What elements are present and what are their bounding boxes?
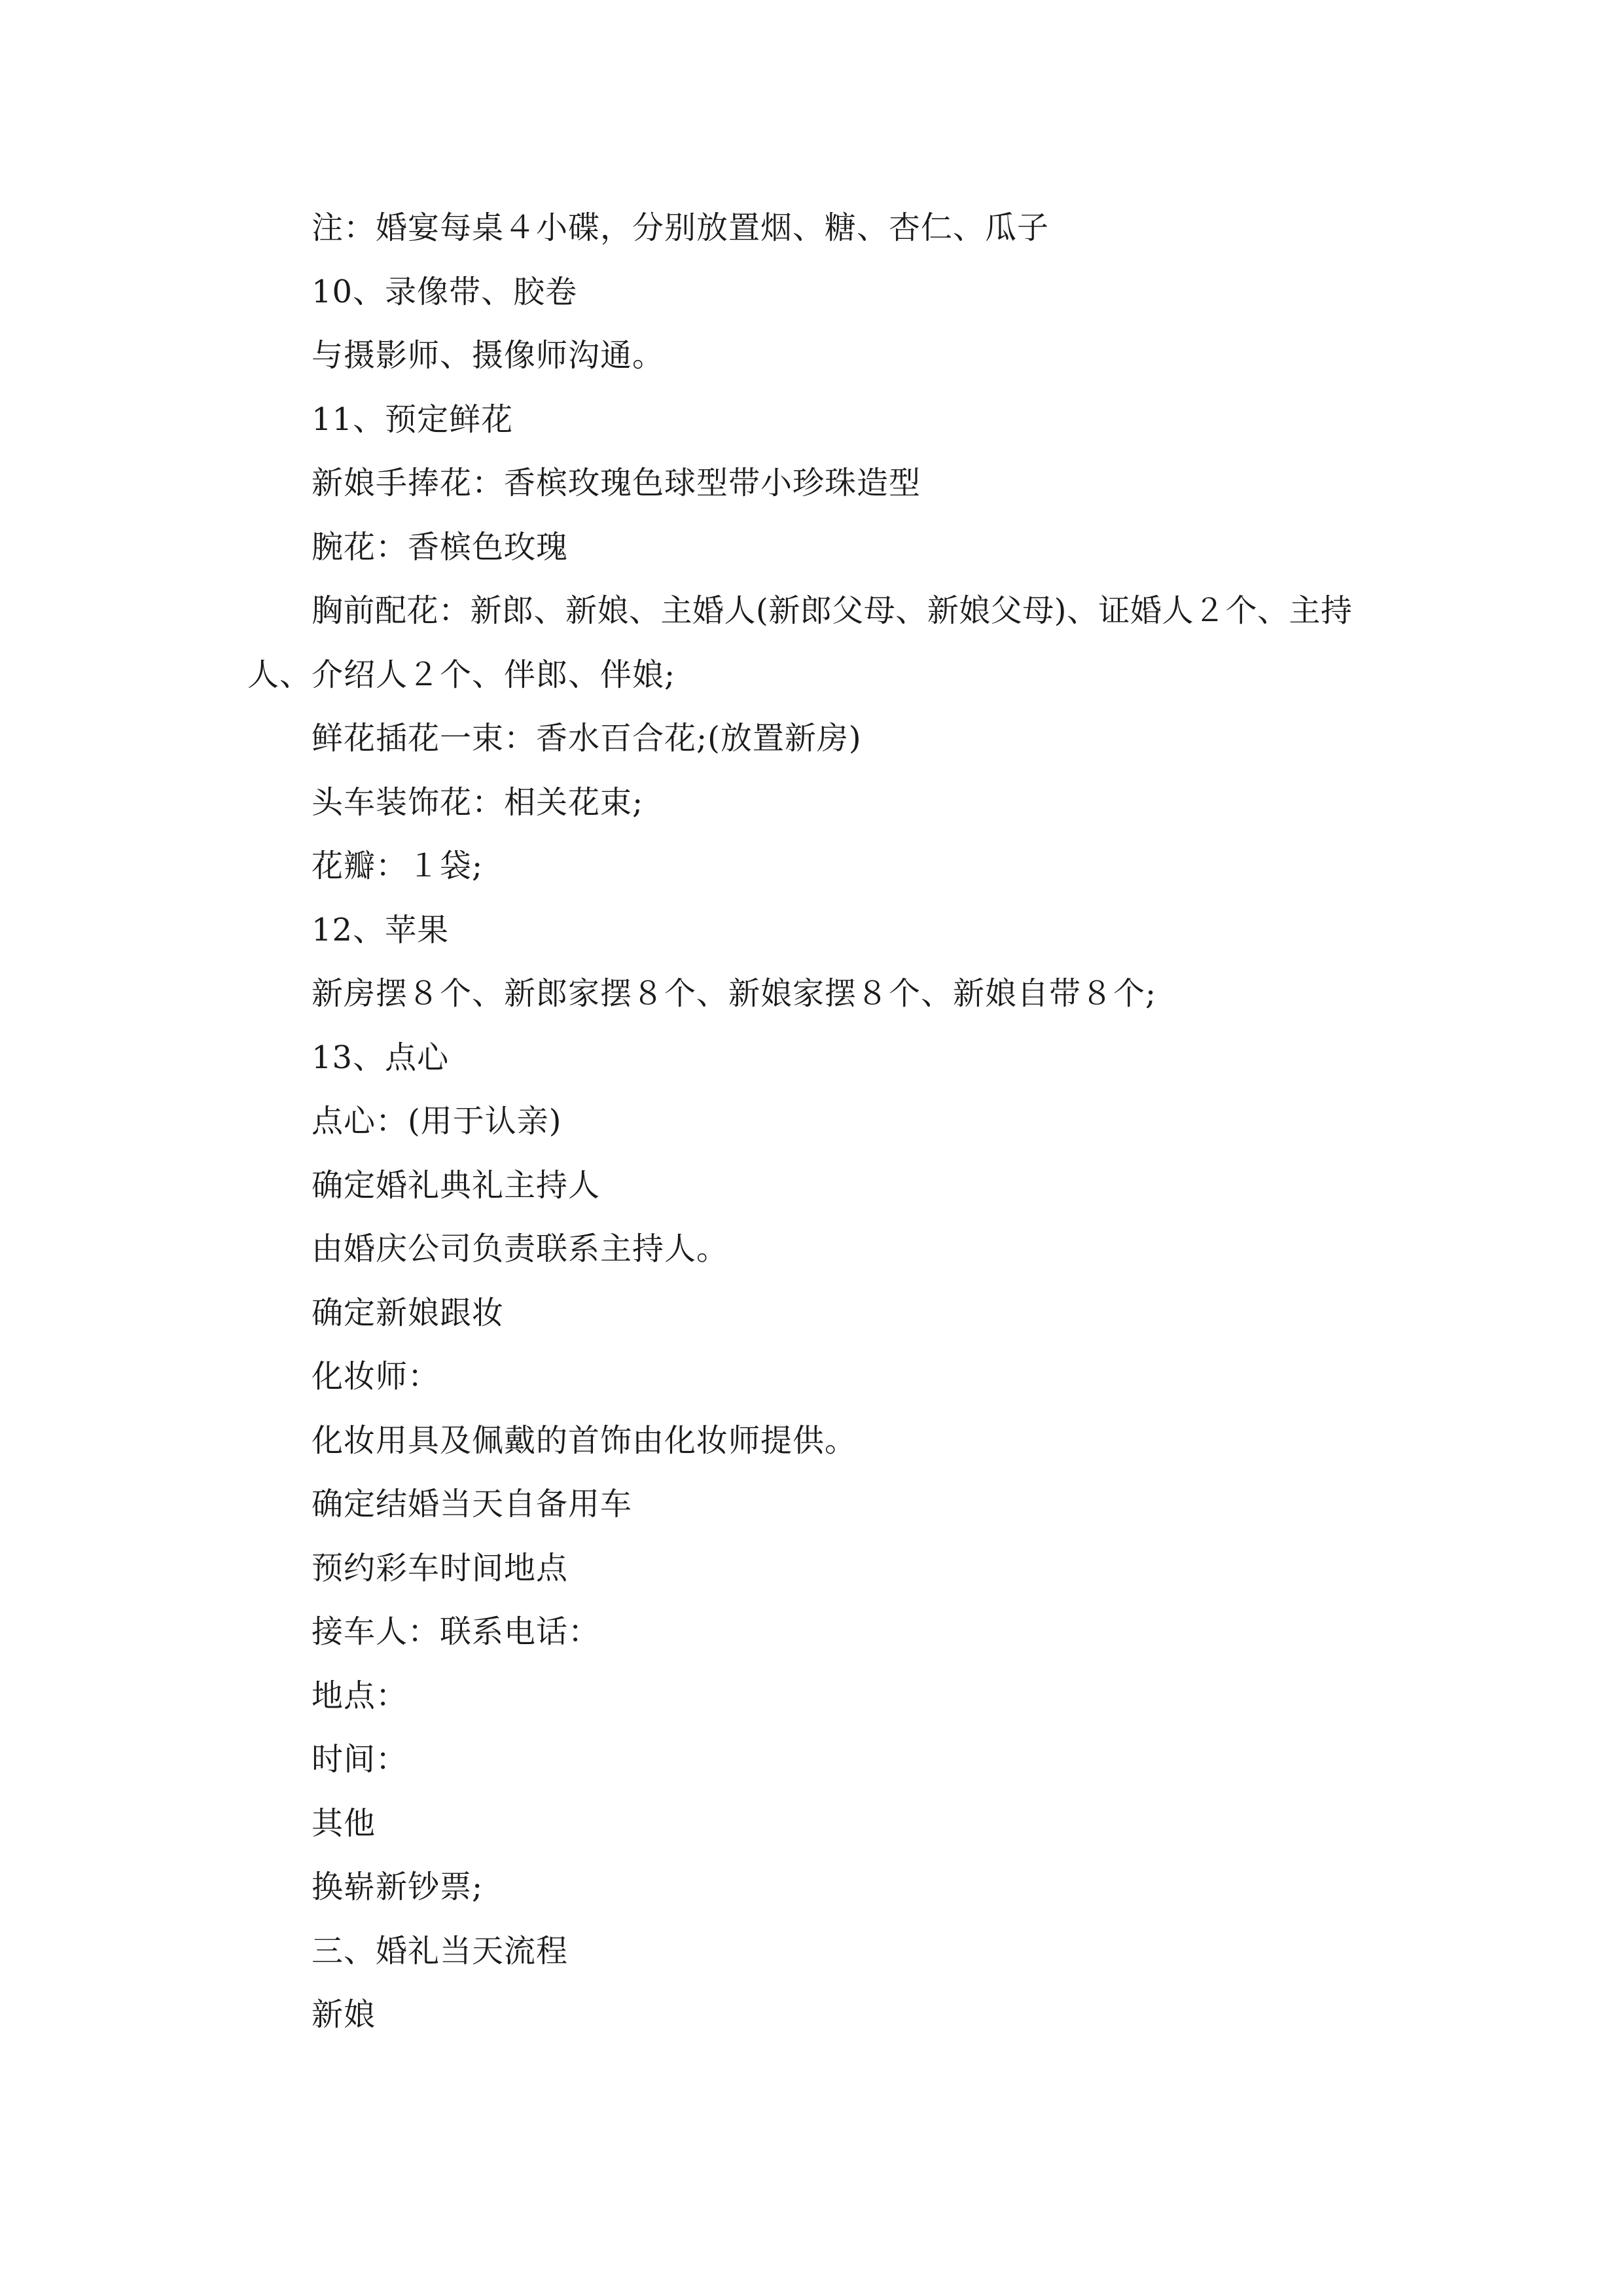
text-line: 化妆用具及佩戴的首饰由化妆师提供。 [312,1422,857,1459]
text-line: 鲜花插花一束：香水百合花;(放置新房) [312,720,862,757]
text-line: 预约彩车时间地点 [312,1549,569,1587]
text-line: 新房摆８个、新郎家摆８个、新娘家摆８个、新娘自带８个; [312,975,1157,1012]
text-line: 点心：(用于认亲) [312,1103,562,1139]
text-line: 换崭新钞票; [312,1869,484,1905]
text-line: 头车装饰花：相关花束; [312,783,644,821]
text-line: 13、点心 [312,1039,450,1076]
text-line: 地点： [312,1677,408,1714]
text-line: 11、预定鲜花 [312,401,514,438]
text-line: 其他 [312,1804,376,1842]
section-heading: 三、婚礼当天流程 [312,1932,569,1969]
text-line: 12、苹果 [312,911,450,948]
text-line: 胸前配花：新郎、新娘、主婚人(新郎父母、新娘父母)、证婚人２个、主持 [312,592,1353,629]
text-line: 腕花：香槟色玫瑰 [312,528,569,565]
text-line: 与摄影师、摄像师沟通。 [312,337,665,374]
text-line: 化妆师： [312,1358,440,1395]
document-body [247,196,1380,2047]
text-line-continued: 人、介绍人２个、伴郎、伴娘; [247,656,676,693]
text-line: 确定婚礼典礼主持人 [312,1166,601,1204]
text-line: 由婚庆公司负责联系主持人。 [312,1230,729,1267]
text-line: 确定结婚当天自备用车 [312,1486,633,1522]
text-line: 花瓣：１袋; [312,848,484,884]
text-line: 注：婚宴每桌４小碟，分别放置烟、糖、杏仁、瓜子 [312,209,1050,246]
text-line: 时间： [312,1741,408,1778]
text-line: 接车人：联系电话： [312,1613,601,1650]
text-line: 10、录像带、胶卷 [312,273,578,310]
text-line: 新娘 [312,1996,376,2033]
text-line: 确定新娘跟妆 [312,1294,505,1331]
text-line: 新娘手捧花：香槟玫瑰色球型带小珍珠造型 [312,465,921,501]
